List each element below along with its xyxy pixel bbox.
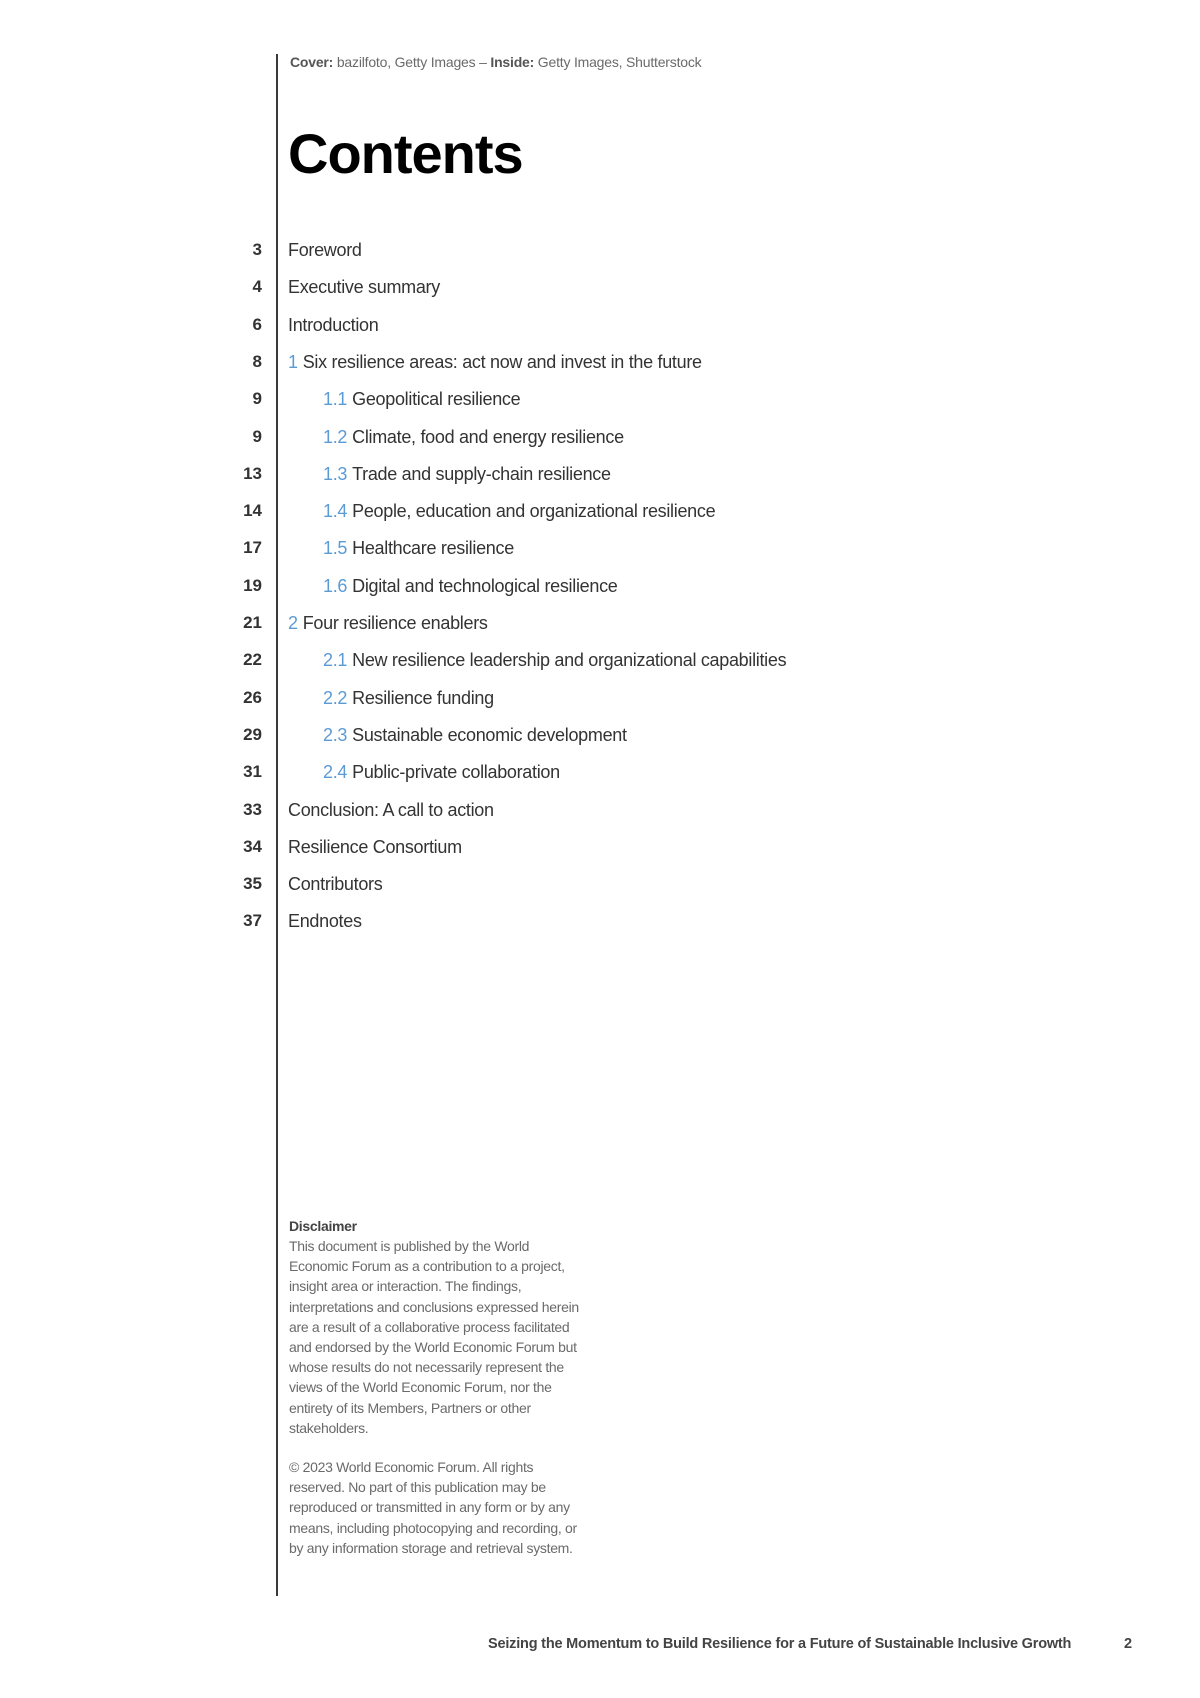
toc-label[interactable] <box>288 864 382 904</box>
copyright-notice: © 2023 World Economic Forum. All rights reserved. No part of this publication may be reproduced or transmitted in any form or by any means, including photocopying and recording, or by any information storage and retrieval system. <box>289 1459 577 1556</box>
toc-page-number: 17 <box>243 538 262 557</box>
toc-entry[interactable] <box>0 379 900 419</box>
toc-entry[interactable] <box>0 790 900 830</box>
toc-section-number: 1.3 <box>323 464 348 484</box>
toc-label-text: Public-private collaboration <box>352 762 560 782</box>
toc-label-text: Four resilience enablers <box>302 613 488 633</box>
toc-label-text: Healthcare resilience <box>352 538 514 558</box>
toc-label[interactable] <box>288 305 378 345</box>
toc-label-text: Six resilience areas: act now and invest in the future <box>302 352 702 372</box>
toc-entry[interactable] <box>0 230 900 270</box>
toc-page-number: 3 <box>252 240 262 259</box>
toc-entry[interactable] <box>0 417 900 457</box>
toc-page-number: 9 <box>252 389 262 408</box>
footer-page-number: 2 <box>1124 1636 1133 1652</box>
cover-credit-label: Cover: <box>290 54 334 70</box>
toc-entry[interactable] <box>0 305 900 345</box>
toc-page-number: 13 <box>243 464 262 483</box>
toc-label[interactable] <box>323 454 611 494</box>
toc-page-number: 21 <box>243 613 262 632</box>
disclaimer-body: This document is published by the World Economic Forum as a contribution to a project, insight area or interaction. The findings, interpretations and conclusions expressed herein are a result of a collaborative process facilitated and endorsed by the World Economic Forum but whose results do not necessarily represent the views of the World Economic Forum, nor the entirety of its Members, Partners or other stakeholders. <box>289 1238 579 1436</box>
toc-page-number: 26 <box>243 688 262 707</box>
toc-entry[interactable] <box>0 678 900 718</box>
toc-label[interactable] <box>288 790 494 830</box>
toc-section-number: 1.2 <box>323 427 348 447</box>
toc-label-text: Foreword <box>288 240 362 260</box>
disclaimer-heading: Disclaimer <box>289 1218 357 1234</box>
toc-section-number: 1.1 <box>323 389 348 409</box>
toc-label-text: People, education and organizational resilience <box>352 501 716 521</box>
toc-section-number: 2 <box>288 613 298 633</box>
toc-label-text: Conclusion: A call to action <box>288 800 494 820</box>
toc-page-number: 8 <box>252 352 262 371</box>
toc-label-text: Resilience funding <box>352 688 494 708</box>
toc-section-number: 1 <box>288 352 298 372</box>
inside-credit-text: Getty Images, Shutterstock <box>534 54 702 70</box>
toc-label[interactable] <box>323 715 627 755</box>
toc-page-number: 6 <box>252 315 262 334</box>
toc-page-number: 29 <box>243 725 262 744</box>
toc-label-text: Resilience Consortium <box>288 837 462 857</box>
toc-label-text: Trade and supply-chain resilience <box>352 464 611 484</box>
toc-section-number: 2.1 <box>323 650 348 670</box>
toc-label-text: Endnotes <box>288 911 362 931</box>
toc-page-number: 9 <box>252 427 262 446</box>
toc-entry[interactable] <box>0 528 900 568</box>
toc-entry[interactable] <box>0 827 900 867</box>
toc-page-number: 33 <box>243 800 262 819</box>
disclaimer-block <box>289 1216 589 1558</box>
toc-label[interactable] <box>323 678 494 718</box>
toc-label[interactable] <box>288 230 362 270</box>
toc-label-text: Executive summary <box>288 277 440 297</box>
toc-page-number: 37 <box>243 911 262 930</box>
toc-label-text: Contributors <box>288 874 383 894</box>
toc-label[interactable] <box>288 901 362 941</box>
toc-section-number: 1.6 <box>323 576 348 596</box>
toc-section-number: 1.4 <box>323 501 348 521</box>
toc-label[interactable] <box>288 827 462 867</box>
toc-label[interactable] <box>323 640 786 680</box>
toc-label[interactable] <box>323 417 624 457</box>
toc-label[interactable] <box>323 566 618 606</box>
toc-label[interactable] <box>323 491 715 531</box>
footer-title: Seizing the Momentum to Build Resilience for a Future of Sustainable Inclusive Growth <box>488 1636 1072 1652</box>
toc-label[interactable] <box>323 379 520 419</box>
page-title: Contents <box>288 122 523 185</box>
toc-entry[interactable] <box>0 603 900 643</box>
toc-label-text: Geopolitical resilience <box>352 389 521 409</box>
toc-page-number: 31 <box>243 762 262 781</box>
toc-page-number: 19 <box>243 576 262 595</box>
toc-entry[interactable] <box>0 454 900 494</box>
toc-page-number: 35 <box>243 874 262 893</box>
toc-page-number: 14 <box>243 501 262 520</box>
toc-label-text: Sustainable economic development <box>352 725 627 745</box>
toc-entry[interactable] <box>0 566 900 606</box>
toc-label[interactable] <box>323 752 560 792</box>
toc-label-text: New resilience leadership and organizational capabilities <box>352 650 787 670</box>
toc-label-text: Digital and technological resilience <box>352 576 618 596</box>
toc-label-text: Introduction <box>288 315 379 335</box>
toc-label[interactable] <box>323 528 514 568</box>
cover-credit-text: bazilfoto, Getty Images – <box>333 54 491 70</box>
toc-section-number: 2.2 <box>323 688 348 708</box>
toc-page-number: 34 <box>243 837 262 856</box>
toc-entry[interactable] <box>0 342 900 382</box>
inside-credit-label: Inside: <box>490 54 535 70</box>
toc-entry[interactable] <box>0 267 900 307</box>
toc-page-number: 4 <box>252 277 262 296</box>
toc-label-text: Climate, food and energy resilience <box>352 427 624 447</box>
toc-section-number: 1.5 <box>323 538 348 558</box>
toc-entry[interactable] <box>0 901 900 941</box>
toc-entry[interactable] <box>0 715 900 755</box>
toc-label[interactable] <box>288 267 440 307</box>
toc-page-number: 22 <box>243 650 262 669</box>
toc-section-number: 2.3 <box>323 725 348 745</box>
toc-entry[interactable] <box>0 864 900 904</box>
toc-label[interactable] <box>288 603 488 643</box>
toc-entry[interactable] <box>0 491 900 531</box>
toc-section-number: 2.4 <box>323 762 348 782</box>
toc-entry[interactable] <box>0 640 900 680</box>
toc-label[interactable] <box>288 342 702 382</box>
toc-entry[interactable] <box>0 752 900 792</box>
